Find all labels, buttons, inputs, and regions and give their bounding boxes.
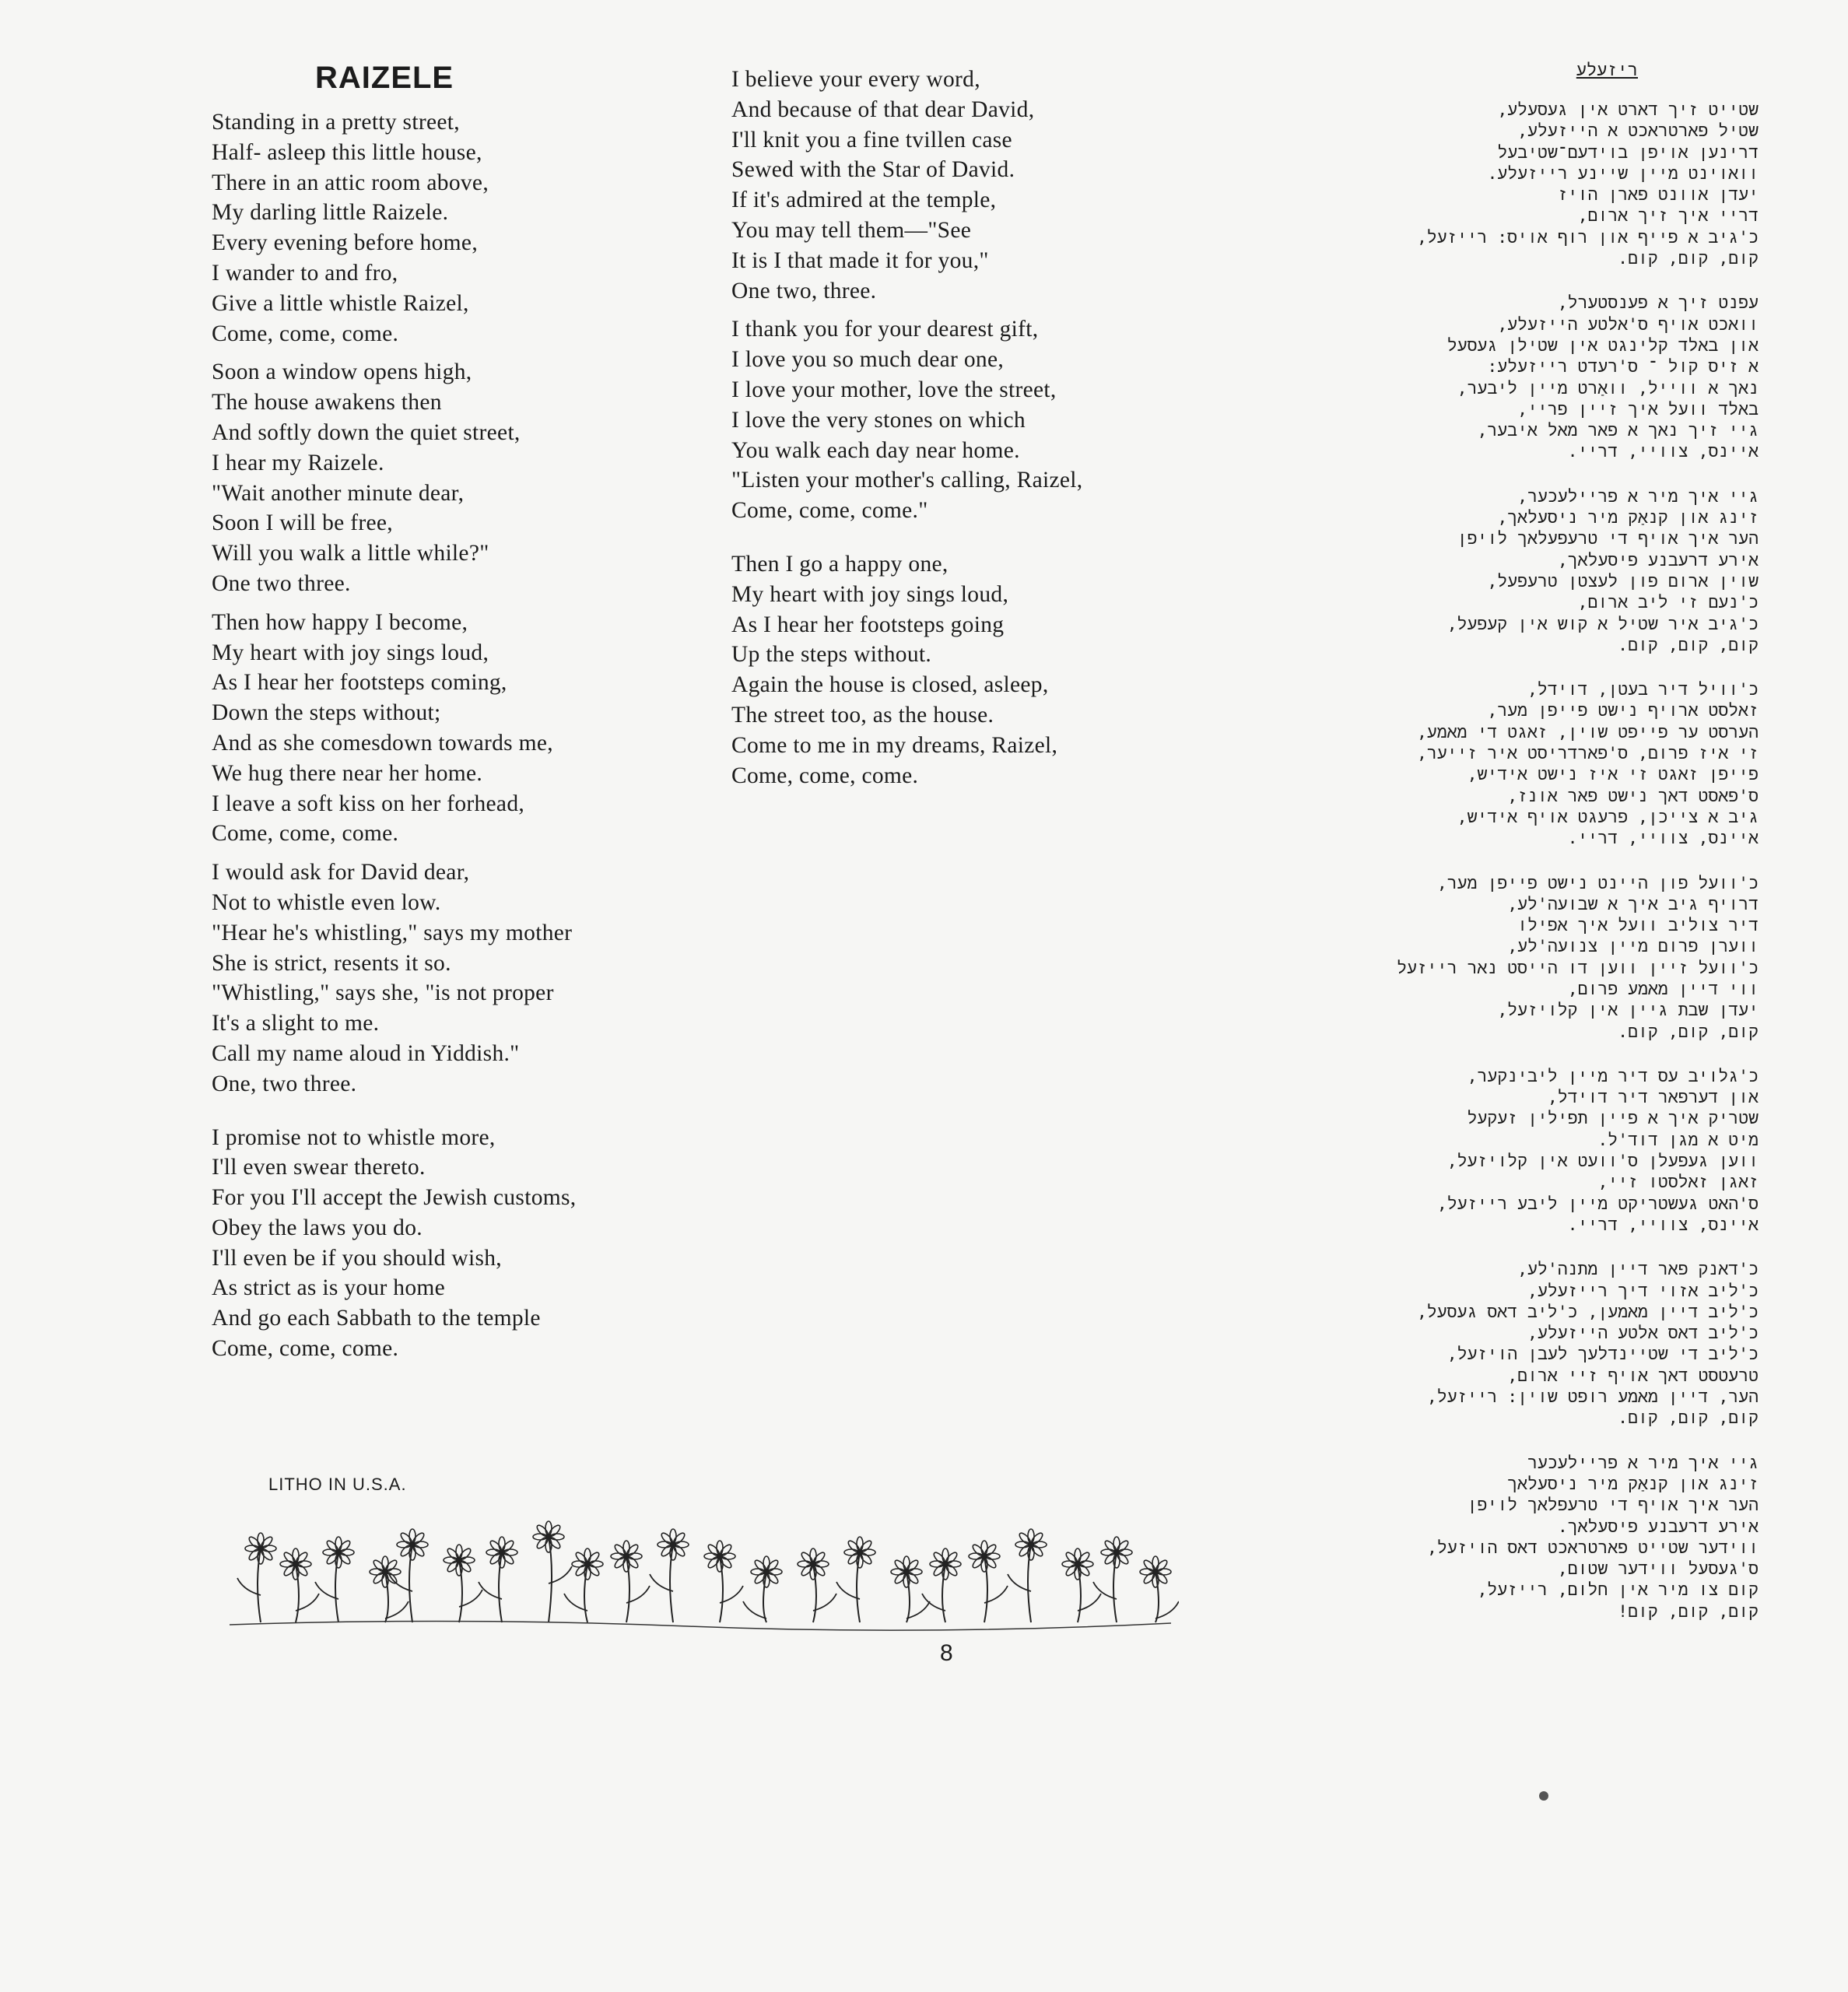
lyric-line: The house awakens then [212, 390, 442, 416]
lyric-line: איינס, צוויי, דריי. [1567, 829, 1759, 849]
lyric-line: You walk each day near home. [731, 437, 1020, 463]
lyric-line: One, two three. [212, 1071, 357, 1096]
lyric-line: And go each Sabbath to the temple [212, 1306, 541, 1331]
lyric-line: יעדן אוונט פארן הויז [1557, 185, 1759, 205]
stanza [1214, 486, 1759, 656]
lyric-line: וואכט אויף ס'אלטע הייזעלע, [1497, 314, 1759, 335]
lyric-line: מיט א מגן דוד'ל. [1597, 1130, 1759, 1150]
lyric-line: Then how happy I become, [212, 609, 468, 635]
lyric-line: Then I go a happy one, [731, 551, 949, 577]
lyric-line: I would ask for David dear, [212, 860, 470, 886]
lyric-line: זינג און קנאַק מיר ניסעלאך [1507, 1474, 1759, 1494]
lyric-line: My heart with joy sings loud, [212, 640, 489, 665]
lyric-line: Come, come, come. [212, 321, 399, 346]
yiddish-title: ריזעלע [1576, 61, 1638, 80]
flower [922, 1548, 961, 1622]
lyric-line: And softly down the quiet street, [212, 419, 521, 445]
lyric-line: א זיס קול ־ ס'רעדט רייזעלע: [1487, 357, 1759, 377]
lyric-line: I promise not to whistle more, [212, 1124, 496, 1150]
flower [891, 1556, 930, 1622]
lyric-line: Come, come, come. [212, 821, 399, 847]
lyric-line: I'll knit you a fine tvillen case [731, 127, 1012, 153]
lyric-line: Come to me in my dreams, Raizel, [731, 732, 1058, 758]
lyric-line: As I hear her footsteps going [731, 612, 1005, 637]
lyric-line: קום, קום, קום. [1618, 635, 1759, 655]
lyric-line: כ'ליב דאס אלטע הייזעלע, [1527, 1324, 1759, 1344]
lyric-line: For you I'll accept the Jewish customs, [212, 1185, 577, 1211]
lyric-line: I'll even swear thereto. [212, 1155, 426, 1180]
stanza [212, 857, 679, 1099]
lyric-line: קום, קום, קום. [1618, 1408, 1759, 1429]
lyric-line: One two three. [212, 570, 351, 596]
page-number: 8 [940, 1640, 953, 1666]
lyric-line: As I hear her footsteps coming, [212, 670, 507, 696]
stanza [1214, 1066, 1759, 1236]
lyric-line: ס'געסעל ווידער שטום, [1557, 1559, 1759, 1580]
lyric-line: ס'האט געשטריקט מיין ליבע רייזעל, [1436, 1194, 1759, 1214]
flower [743, 1556, 782, 1622]
lyric-line: And as she comesdown towards me, [212, 730, 553, 756]
lyric-line: "Wait another minute dear, [212, 480, 465, 506]
lyric-line: כ'וויל דיר בעטן, דוידל, [1527, 680, 1759, 700]
lyric-line: קום, קום, קום. [1618, 249, 1759, 269]
lyric-line: איינס, צוויי, דריי. [1567, 442, 1759, 462]
lyric-line: גיב א צייכן, פרעגט אויף אידיש, [1457, 807, 1759, 827]
stanza [1214, 100, 1759, 269]
ground-line [230, 1621, 1171, 1630]
lyric-line: Obey the laws you do. [212, 1215, 423, 1240]
english-lyrics-middle-column [731, 65, 1198, 799]
printer-mark: LITHO IN U.S.A. [268, 1475, 407, 1494]
flower [564, 1548, 603, 1622]
lyric-line: הער איך אויף די טרעפלאך לויפן [1467, 1496, 1759, 1516]
lyric-line: I wander to and fro, [212, 260, 398, 286]
lyric-line: And because of that dear David, [731, 96, 1035, 122]
lyric-line: עפנט זיך א פענסטערל, [1557, 293, 1759, 314]
flower [1093, 1537, 1132, 1622]
lyric-line: It's a slight to me. [212, 1011, 380, 1036]
lyric-line: כ'ליב אזוי דיך רייזעלע, [1527, 1281, 1759, 1301]
lyric-line: Come, come, come." [731, 498, 928, 524]
lyric-line: זאלסט ארויף נישט פייפן מער, [1487, 701, 1759, 721]
lyric-line: ווען געפעלן ס'וועט אין קלויזעל, [1446, 1152, 1759, 1172]
lyric-line: גיי איך מיר א פריילעכער, [1517, 486, 1759, 507]
lyric-line: Half- asleep this little house, [212, 139, 482, 165]
lyric-line: טרעטסט דאך אויף זיי ארום, [1507, 1366, 1759, 1386]
flower [444, 1545, 482, 1622]
lyric-line: I hear my Raizele. [212, 450, 384, 475]
lyric-line: הער, דיין מאמע רופט שוין: רייזעל, [1426, 1387, 1759, 1408]
lyric-line: שטייט זיך דארט אין געסעלע, [1497, 100, 1759, 120]
lyric-line: זאגן זאלסטו זיי, [1597, 1173, 1759, 1193]
lyric-line: דיר צוליב וועל איך אפילו [1517, 916, 1759, 936]
flower [370, 1556, 409, 1622]
lyric-line: קום, קום, קום! [1618, 1601, 1759, 1622]
lyric-line: אירע דרעבנע פיסעלאך, [1557, 550, 1759, 570]
lyric-line: We hug there near her home. [212, 760, 483, 786]
lyric-line: זינג און קנאַק מיר ניסעלאך, [1497, 508, 1759, 528]
lyric-line: כ'ליב דיין מאמען, כ'ליב דאס געסעל, [1416, 1302, 1759, 1322]
lyric-line: שטיל פארטראכט א הייזעלע, [1517, 121, 1759, 142]
lyric-line: הער איך אויף די טרעפעלאך לויפן [1457, 529, 1759, 549]
lyric-line: Up the steps without. [731, 642, 932, 668]
lyric-line: גיי איך מיר א פריילעכער [1527, 1453, 1759, 1473]
lyric-line: יעדן שבת גיין אין קלויזעל, [1497, 1001, 1759, 1021]
flower [969, 1541, 1008, 1622]
lyric-line: איינס, צוויי, דריי. [1567, 1215, 1759, 1235]
lyric-line: Standing in a pretty street, [212, 110, 460, 135]
lyric-line: The street too, as the house. [731, 702, 994, 728]
stanza [212, 107, 679, 349]
yiddish-lyrics-column [1214, 61, 1759, 1646]
stanza [212, 608, 679, 849]
lyric-line: באלד וועל איך זיין פריי, [1517, 399, 1759, 419]
stanza [1214, 873, 1759, 1043]
lyric-line: און דערפאר דיר דוידל, [1547, 1088, 1759, 1108]
lyric-line: כ'נעם זי ליב ארום, [1577, 593, 1759, 613]
lyric-line: הערסט ער פייפט שוין, זאגט די מאמע, [1416, 722, 1759, 742]
lyric-line: כ'גלויב עס דיר מיין ליבינקער, [1467, 1066, 1759, 1086]
lyric-line: There in an attic room above, [212, 170, 489, 195]
flower [836, 1537, 875, 1622]
lyric-line: שטריק איך א פיין תפילין זעקעל [1467, 1109, 1759, 1129]
flower [280, 1548, 319, 1622]
lyric-line: וואוינט מיין שיינע רייזעלע. [1487, 163, 1759, 184]
flower [798, 1548, 836, 1622]
stanza [731, 549, 1198, 791]
lyric-line: Come, come, come. [212, 1336, 399, 1362]
lyric-line: און באלד קלינגט אין שטילן געסעל [1446, 335, 1759, 356]
lyric-line: דרינען אויפן בוידעם־שטיבעל [1497, 142, 1759, 163]
lyric-line: זי איז פרום, ס'פארדריסט איר זייער, [1416, 744, 1759, 764]
flower [389, 1529, 428, 1622]
flower [237, 1533, 276, 1622]
lyric-line: She is strict, resents it so. [212, 950, 451, 976]
lyric-line: As strict as is your home [212, 1275, 446, 1301]
flower [479, 1537, 517, 1622]
lyric-line: It is I that made it for you," [731, 247, 989, 273]
lyric-line: I'll even be if you should wish, [212, 1245, 502, 1271]
english-lyrics-left-column [212, 107, 679, 1373]
stanza [1214, 679, 1759, 849]
stanza [212, 357, 679, 598]
flower [315, 1537, 354, 1622]
lyric-line: כ'ליב די שטיינדלעך לעבן הויזעל, [1446, 1345, 1759, 1365]
lyric-line: "Listen your mother's calling, Raizel, [731, 468, 1083, 493]
lyric-line: שוין ארום פון לעצטן טרעפעל, [1487, 571, 1759, 591]
lyric-line: I thank you for your dearest gift, [731, 317, 1039, 342]
lyric-line: Come, come, come. [731, 763, 919, 788]
stanza [731, 314, 1198, 526]
lyric-line: I love you so much dear one, [731, 347, 1005, 373]
lyric-line: Soon I will be free, [212, 510, 393, 536]
lyric-line: You may tell them—"See [731, 217, 972, 243]
lyric-line: Not to whistle even low. [212, 889, 441, 915]
lyric-line: כ'גיב א פייף און רוף אויס: רייזעל, [1416, 227, 1759, 247]
lyric-line: If it's admired at the temple, [731, 188, 997, 213]
lyric-line: My darling little Raizele. [212, 200, 449, 226]
lyric-line: I love your mother, love the street, [731, 377, 1057, 402]
stanza [731, 65, 1198, 306]
lyric-line: I leave a soft kiss on her forhead, [212, 791, 525, 816]
lyric-line: I love the very stones on which [731, 407, 1026, 433]
flower [533, 1521, 572, 1622]
flower [1140, 1556, 1179, 1622]
lyric-line: ווי דיין מאמע פרום, [1567, 979, 1759, 999]
lyric-line: ווידער שטייט פארטראכט דאס הויזעל, [1427, 1538, 1759, 1558]
lyric-line: I believe your every word, [731, 67, 980, 92]
lyric-line: Will you walk a little while?" [212, 541, 489, 566]
lyric-line: אירע דרעבנע פיסעלאך. [1557, 1517, 1759, 1537]
lyric-line: Give a little whistle Raizel, [212, 290, 469, 316]
lyric-line: Soon a window opens high, [212, 359, 472, 385]
stanza [212, 1123, 679, 1364]
flower [650, 1529, 689, 1622]
lyric-line: "Whistling," says she, "is not proper [212, 980, 554, 1006]
lyric-line: Every evening before home, [212, 230, 478, 256]
page-title: RAIZELE [315, 61, 454, 95]
flower [611, 1541, 650, 1622]
stanza [1214, 1259, 1759, 1429]
lyric-line: כ'וועל פון היינט נישט פייפן מער, [1436, 873, 1759, 893]
lyric-line: כ'גיב איר שטיל א קוש אין קעפעל, [1446, 614, 1759, 634]
lyric-line: נאך א ווייל, וואַרט מיין ליבער, [1457, 378, 1759, 398]
flower [1008, 1529, 1047, 1622]
lyric-line: קום, קום, קום. [1618, 1022, 1759, 1042]
print-speck [1539, 1791, 1548, 1801]
flower [704, 1541, 743, 1622]
lyric-line: פייפן זאגט זי איז נישט אידיש, [1467, 765, 1759, 785]
lyric-line: כ'וועל זיין ווען דו הייסט נאר רייזעל [1397, 958, 1759, 978]
lyric-line: דריי איך זיך ארום, [1577, 206, 1759, 226]
stanza [1214, 1453, 1759, 1622]
stanza [1214, 293, 1759, 462]
lyric-line: דרויף גיב איך א שבועה'לע, [1507, 894, 1759, 914]
lyric-line: ווערן פרום מיין צנועה'לע, [1507, 937, 1759, 957]
lyric-line: Again the house is closed, asleep, [731, 672, 1049, 698]
lyric-line: ס'פאסט דאך נישט פאר אונז, [1507, 786, 1759, 806]
lyric-line: Call my name aloud in Yiddish." [212, 1040, 520, 1066]
lyric-line: "Hear he's whistling," says my mother [212, 920, 573, 945]
lyric-line: One two, three. [731, 278, 877, 303]
lyric-line: כ'דאנק פאר דיין מתנה'לע, [1517, 1260, 1759, 1280]
lyric-line: קום צו מיר אין חלום, רייזעל, [1477, 1580, 1759, 1601]
lyric-line: Down the steps without; [212, 700, 441, 726]
lyric-line: My heart with joy sings loud, [731, 581, 1009, 607]
flower-border-illustration [222, 1478, 1179, 1634]
lyric-line: Sewed with the Star of David. [731, 157, 1015, 183]
lyric-line: גיי זיך נאך א פאר מאל איבער, [1477, 421, 1759, 441]
